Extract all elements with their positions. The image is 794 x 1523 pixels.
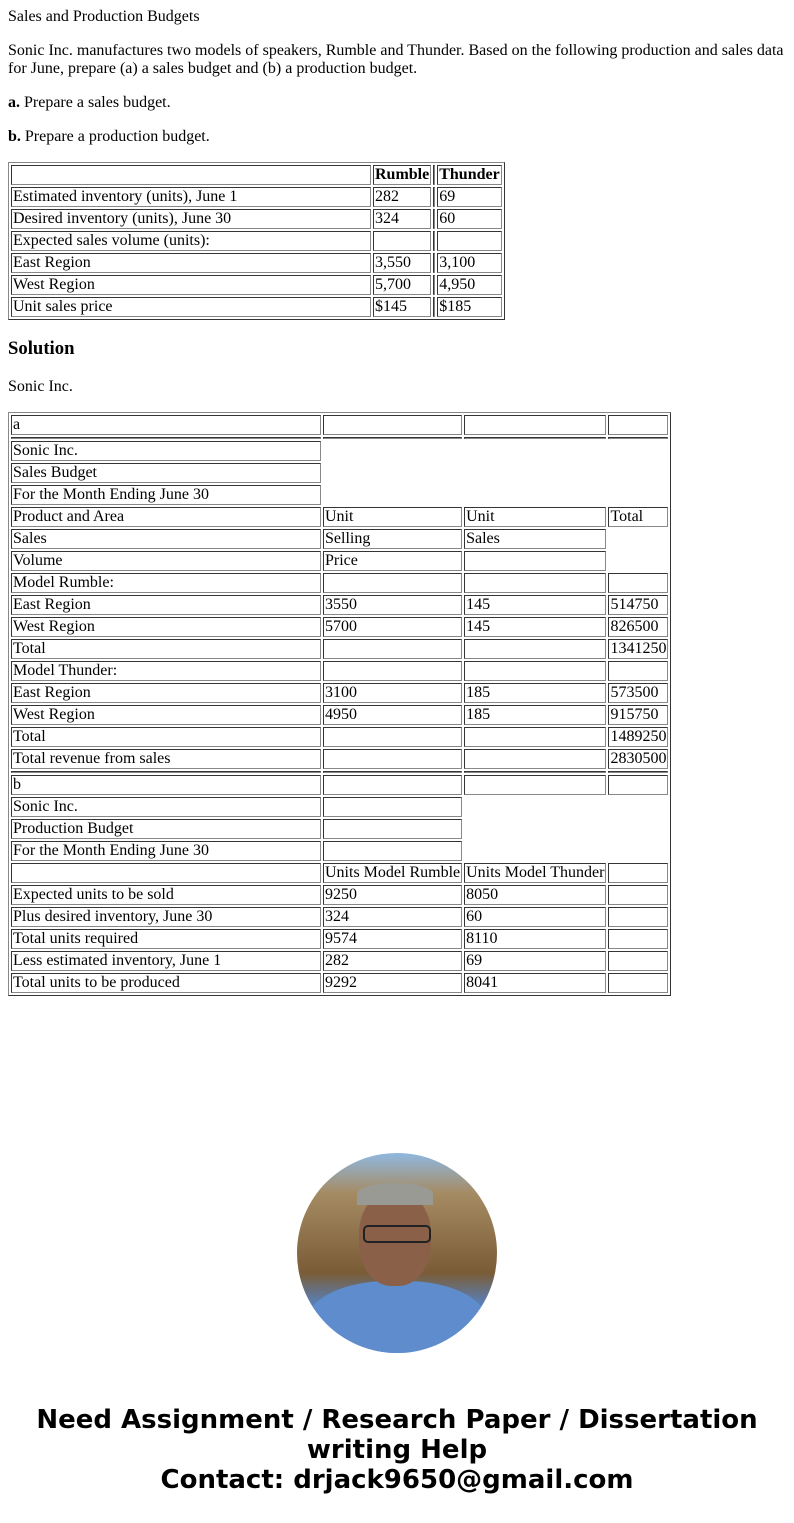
blank-space (464, 841, 606, 861)
blank-space (323, 441, 462, 461)
table-cell (323, 727, 462, 747)
table-cell: 1489250 (610, 728, 667, 745)
table-cell: Volume (11, 551, 321, 571)
table-row (11, 253, 502, 273)
table-row (11, 863, 668, 883)
table-cell: Total (608, 507, 668, 527)
contact-email: Contact: drjack9650@gmail.com (160, 1465, 634, 1495)
table-row (11, 951, 668, 971)
table-cell: Sales Budget (11, 463, 321, 483)
table-cell: $185 (437, 297, 501, 317)
table-row (11, 297, 502, 317)
hair-shape (357, 1183, 433, 1205)
table-cell: Unit sales price (11, 297, 371, 317)
table-cell: Total units required (11, 929, 321, 949)
table-cell: 826500 (608, 617, 668, 637)
table-cell: 3100 (323, 683, 462, 703)
glasses-shape (363, 1225, 431, 1243)
table-cell: 282 (373, 187, 431, 207)
table-cell (433, 297, 435, 317)
separator-row (11, 437, 668, 439)
blank-space (464, 819, 606, 839)
table-cell: Expected sales volume (units): (11, 231, 371, 251)
table-cell: 8050 (464, 885, 606, 905)
table-cell: 69 (464, 951, 606, 971)
page-title: Sales and Production Budgets (8, 8, 200, 25)
table-cell: 3550 (323, 595, 462, 615)
table-cell (608, 973, 668, 993)
table-row (11, 705, 668, 725)
table-row (11, 551, 668, 571)
table-row (11, 885, 668, 905)
table-cell: Total units to be produced (11, 973, 321, 993)
task-a-label: a. (8, 94, 20, 111)
table-cell (323, 573, 462, 593)
blank-space (608, 463, 668, 483)
table-cell: 8041 (464, 973, 606, 993)
table-cell (464, 415, 606, 435)
table-row (11, 639, 668, 659)
table-cell: Sales (464, 529, 606, 549)
table-cell: 1341250 (610, 640, 667, 657)
table-row (11, 507, 668, 527)
problem-data-table (8, 162, 505, 320)
table-cell: Price (323, 551, 462, 571)
table-row (11, 819, 668, 839)
task-a (8, 94, 786, 112)
table-cell (608, 863, 668, 883)
blank-space (323, 485, 462, 505)
separator-cell (323, 771, 462, 773)
table-cell: 2830500 (610, 750, 667, 767)
table-cell: 185 (464, 705, 606, 725)
table-row (11, 775, 668, 795)
table-cell (608, 907, 668, 927)
table-cell: 514750 (608, 595, 668, 615)
table-cell: Product and Area (11, 507, 321, 527)
blank-space (608, 841, 668, 861)
table-cell (11, 165, 371, 185)
table-row (11, 973, 668, 993)
table-cell: Less estimated inventory, June 1 (11, 951, 321, 971)
table-cell: 282 (323, 951, 462, 971)
table-row (11, 727, 668, 747)
table-cell (323, 775, 462, 795)
table-cell: 145 (464, 595, 606, 615)
table-row (11, 797, 668, 817)
table-cell: 915750 (608, 705, 668, 725)
table-cell: For the Month Ending June 30 (11, 841, 321, 861)
table-row (11, 415, 668, 435)
table-cell: b (11, 775, 321, 795)
table-cell: Unit (464, 507, 606, 527)
table-row (11, 231, 502, 251)
blank-space (323, 463, 462, 483)
blank-space (608, 551, 668, 571)
table-cell (323, 749, 462, 769)
table-cell (608, 885, 668, 905)
table-row (11, 529, 668, 549)
table-cell (608, 951, 668, 971)
table-cell: Model Rumble: (11, 573, 321, 593)
table-cell: 3,100 (437, 253, 501, 273)
table-cell: 60 (464, 907, 606, 927)
table-cell: 3,550 (373, 253, 431, 273)
separator-cell (464, 437, 606, 439)
table-row (11, 907, 668, 927)
table-cell: Sonic Inc. (11, 441, 321, 461)
table-cell: $145 (373, 297, 431, 317)
table-cell (433, 187, 435, 207)
table-cell: 4,950 (437, 275, 501, 295)
table-cell (464, 749, 606, 769)
table-cell: Thunder (439, 166, 500, 183)
table-cell (323, 819, 462, 839)
table-cell: 5700 (323, 617, 462, 637)
contact-banner (8, 1405, 786, 1495)
table-cell: Units Model Thunder (466, 864, 605, 881)
separator-cell (608, 437, 668, 439)
table-cell (464, 727, 606, 747)
separator-cell (464, 771, 606, 773)
table-cell: East Region (11, 683, 321, 703)
table-cell: a (11, 415, 321, 435)
table-cell (433, 253, 435, 273)
table-cell: 573500 (608, 683, 668, 703)
help-text: Need Assignment / Research Paper / Dissertation writing Help (36, 1405, 758, 1465)
table-cell (464, 775, 606, 795)
table-cell: 145 (464, 617, 606, 637)
separator-cell (11, 437, 321, 439)
table-cell (464, 551, 606, 571)
table-cell (433, 275, 435, 295)
table-cell (608, 573, 668, 593)
table-cell (323, 841, 462, 861)
table-cell (608, 661, 668, 681)
table-row (11, 841, 668, 861)
task-b-label: b. (8, 128, 21, 145)
table-cell (323, 797, 462, 817)
task-a-text: Prepare a sales budget. (20, 94, 171, 111)
table-row (11, 683, 668, 703)
table-cell: 9292 (323, 973, 462, 993)
solution-heading: Solution (8, 338, 75, 359)
blank-space (464, 485, 606, 505)
task-b-text: Prepare a production budget. (20, 128, 210, 145)
table-cell: Production Budget (11, 819, 321, 839)
table-cell: Units Model Rumble (325, 864, 461, 881)
solution-table (8, 412, 671, 996)
table-cell: For the Month Ending June 30 (11, 485, 321, 505)
table-cell (323, 661, 462, 681)
table-cell (11, 863, 321, 883)
blank-space (608, 797, 668, 817)
table-cell (323, 415, 462, 435)
shirt-shape (307, 1281, 487, 1353)
table-cell: Unit (323, 507, 462, 527)
table-cell: Sonic Inc. (11, 797, 321, 817)
table-cell (464, 639, 606, 659)
blank-space (608, 485, 668, 505)
table-cell (433, 209, 435, 229)
table-cell (464, 573, 606, 593)
separator-cell (11, 771, 321, 773)
blank-space (464, 441, 606, 461)
table-row (11, 485, 668, 505)
table-cell: 60 (437, 209, 501, 229)
table-cell: Estimated inventory (units), June 1 (11, 187, 371, 207)
table-row (11, 209, 502, 229)
table-row (11, 661, 668, 681)
table-cell: West Region (11, 617, 321, 637)
problem-intro: Sonic Inc. manufactures two models of speakers, Rumble and Thunder. Based on the following production and sales data for June, prepare (a) a sales budget and (b) a production budget. (8, 42, 784, 77)
table-cell (464, 661, 606, 681)
task-b (8, 128, 786, 146)
table-row (11, 749, 668, 769)
table-cell: 324 (323, 907, 462, 927)
table-cell: West Region (11, 275, 371, 295)
table-cell: 4950 (323, 705, 462, 725)
table-cell: Total (11, 727, 321, 747)
table-cell: Total revenue from sales (11, 749, 321, 769)
blank-space (464, 797, 606, 817)
table-cell (433, 165, 435, 185)
table-row (11, 441, 668, 461)
table-row (11, 187, 502, 207)
table-cell (433, 231, 435, 251)
table-cell (608, 929, 668, 949)
table-row (11, 929, 668, 949)
table-cell: Desired inventory (units), June 30 (11, 209, 371, 229)
separator-cell (608, 771, 668, 773)
table-cell: Rumble (375, 166, 430, 183)
table-cell: Expected units to be sold (11, 885, 321, 905)
table-cell: 9250 (323, 885, 462, 905)
table-cell: East Region (11, 595, 321, 615)
blank-space (608, 441, 668, 461)
table-cell: Selling (323, 529, 462, 549)
blank-space (608, 819, 668, 839)
table-cell: 9574 (323, 929, 462, 949)
table-row (11, 463, 668, 483)
author-photo (297, 1153, 497, 1353)
table-cell (608, 415, 668, 435)
table-cell (373, 231, 431, 251)
table-cell: Plus desired inventory, June 30 (11, 907, 321, 927)
table-row (11, 275, 502, 295)
blank-space (608, 529, 668, 549)
table-row (11, 595, 668, 615)
table-row (11, 617, 668, 637)
table-cell (323, 639, 462, 659)
separator-cell (323, 437, 462, 439)
table-cell: 69 (437, 187, 501, 207)
table-cell: 5,700 (373, 275, 431, 295)
company-name: Sonic Inc. (8, 378, 73, 395)
blank-space (464, 463, 606, 483)
table-cell: Model Thunder: (11, 661, 321, 681)
table-cell: West Region (11, 705, 321, 725)
table-cell: 185 (464, 683, 606, 703)
table-cell (608, 775, 668, 795)
separator-row (11, 771, 668, 773)
table-cell: Sales (11, 529, 321, 549)
table-cell: 8110 (464, 929, 606, 949)
table-cell: East Region (11, 253, 371, 273)
table-cell: Total (11, 639, 321, 659)
table-cell: 324 (373, 209, 431, 229)
table-row (11, 573, 668, 593)
table-cell (437, 231, 501, 251)
header-row (11, 165, 502, 185)
